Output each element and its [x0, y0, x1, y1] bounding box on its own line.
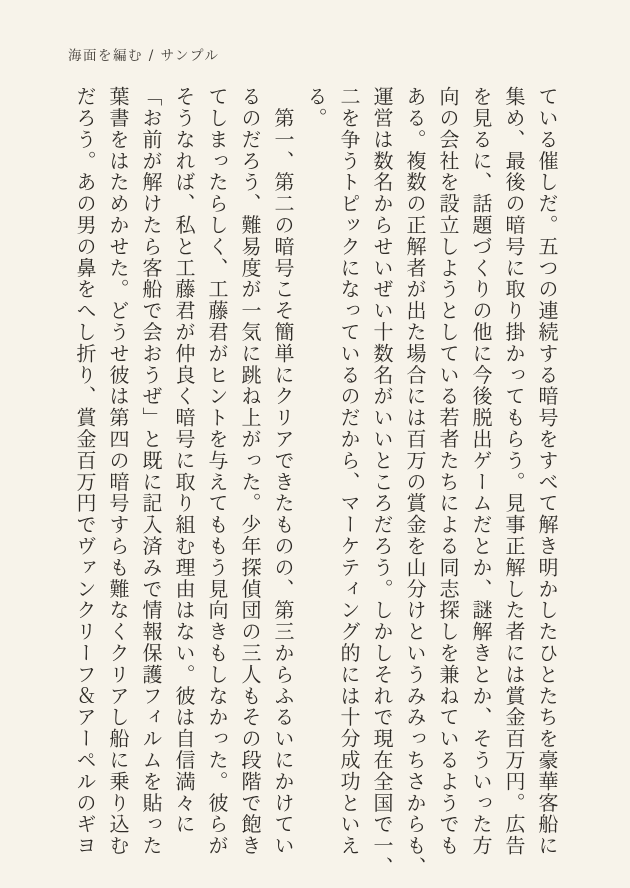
text-column: るのだろう、難易度が一気に跳ね上がった。少年探偵団の三人もその段階で飽き [238, 86, 262, 857]
text-column: 葉書をはためかせた。どうせ彼は第四の暗号すらも難なくクリアし船に乗り込む [106, 86, 130, 857]
vertical-text-block [68, 86, 563, 888]
page-header-title: 海面を編む / サンプル [68, 48, 220, 64]
text-column: 「お前が解けたら客船で会おうぜ」と既に記入済みで情報保護フィルムを貼った [139, 86, 163, 857]
text-column: を見るに、話題づくりの他に今後脱出ゲームだとか、謎解きとか、そういった方 [469, 86, 493, 857]
text-column: 集め、最後の暗号に取り掛かってもらう。見事正解した者には賞金百万円。広告 [502, 86, 526, 857]
text-column: る。 [304, 86, 328, 129]
text-column: そうなれば、私と工藤君が仲良く暗号に取り組む理由はない。彼は自信満々に [172, 86, 196, 835]
text-column: 第一、第二の暗号こそ簡単にクリアできたものの、第三からふるいにかけてい [271, 86, 295, 857]
text-column: 向の会社を設立しようとしている若者たちによる同志探しを兼ねているようでも [436, 86, 460, 857]
text-column: 運営は数名からせいぜい十数名がいいところだろう。しかしそれで現在全国で一、 [370, 86, 394, 878]
text-column: ある。複数の正解者が出た場合には百万の賞金を山分けというみみっちさからも、 [403, 86, 427, 878]
text-column: 二を争うトピックになっているのだから、マーケティング的には十分成功といえ [337, 86, 361, 857]
text-column: てしまったらしく、工藤君がヒントを与えてももう見向きもしなかった。彼らが [205, 86, 229, 857]
text-column: だろう。あの男の鼻をへし折り、賞金百万円でヴァンクリーフ＆アーペルのギヨ [73, 86, 97, 857]
text-column: ている催しだ。五つの連続する暗号をすべて解き明かしたひとたちを豪華客船に [535, 86, 559, 857]
